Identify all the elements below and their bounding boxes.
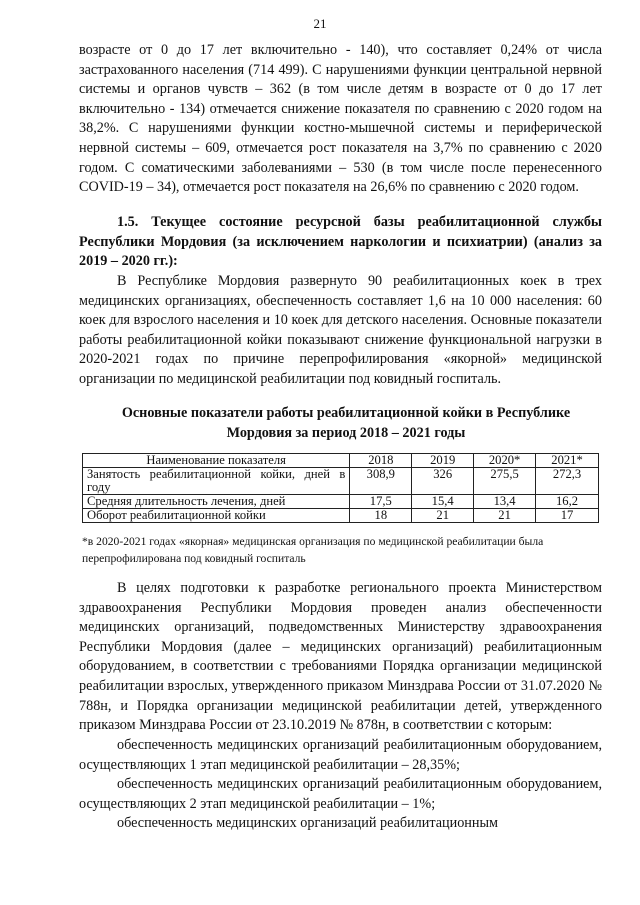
row-label: Оборот реабилитационной койки bbox=[83, 509, 350, 523]
row-value: 326 bbox=[412, 468, 474, 495]
intro-paragraph: возрасте от 0 до 17 лет включительно - 140), что составляет 0,24% от числа застрахованного населения (714 499). С нарушениями функции центральной нервной системы и органов чувств – 362 (в том числе детям в возрасте от 0 до 17 лет включительно - 134) отмечается снижение показателя по сравнению с 2020 годом на 38,2%. С нарушениями функции костно-мышечной системы и периферической нервной системы – 609, отмечается рост показателя на 3,7% по сравнению с 2020 годом. С соматическими заболеваниями – 530 (в том числе после перенесенного COVID-19 – 34), отмечается рост показателя на 26,6% по сравнению с 2020 годом. bbox=[79, 42, 602, 196]
row-value: 17 bbox=[536, 509, 599, 523]
table-header-cell: 2021* bbox=[536, 454, 599, 468]
table-footnote: *в 2020-2021 годах «якорная» медицинская организация по медицинской реабилитации была перепрофилирована под ковидный госпиталь bbox=[82, 535, 544, 565]
table-header-cell: Наименование показателя bbox=[83, 454, 350, 468]
row-value: 272,3 bbox=[536, 468, 599, 495]
row-label: Средняя длительность лечения, дней bbox=[83, 495, 350, 509]
row-value: 18 bbox=[350, 509, 412, 523]
table-row bbox=[83, 468, 599, 495]
row-label: Занятость реабилитационной койки, дней в году bbox=[83, 468, 350, 495]
table-row bbox=[83, 509, 599, 523]
row-value: 21 bbox=[412, 509, 474, 523]
table-header-cell: 2018 bbox=[350, 454, 412, 468]
list-item: обеспеченность медицинских организаций реабилитационным bbox=[117, 815, 498, 832]
row-value: 15,4 bbox=[412, 495, 474, 509]
row-value: 308,9 bbox=[350, 468, 412, 495]
equipment-list bbox=[79, 736, 602, 834]
analysis-paragraph: В целях подготовки к разработке регионального проекта Министерством здравоохранения Республики Мордовия проведен анализ обеспеченности медицинских организаций, подведомственных Министерству здравоохранения Республики Мордовия (далее – медицинских организаций) реабилитационным оборудованием, в соответствии с требованиями Порядка организации медицинской реабилитации взрослых, утвержденного приказом Минздрава России от 31.07.2020 № 788н, и Порядка организации медицинской реабилитации детей, утвержденного приказом Минздрава России от 23.10.2019 № 878н, в соответствии с которым: bbox=[79, 580, 602, 734]
indicators-table bbox=[82, 453, 599, 523]
section-heading: 1.5. Текущее состояние ресурсной базы реабилитационной службы Республики Мордовия (за исключением наркологии и психиатрии) (анализ за 2019 – 2020 гг.): bbox=[79, 214, 602, 270]
table-row bbox=[83, 495, 599, 509]
table-header-row bbox=[83, 454, 599, 468]
page-number: 21 bbox=[313, 16, 327, 31]
table-title: Основные показатели работы реабилитационной койки в Республике Мордовия за период 2018 – 2021 годы bbox=[121, 405, 571, 441]
list-item: обеспеченность медицинских организаций реабилитационным оборудованием, осуществляющих 2 этап медицинской реабилитации – 1%; bbox=[79, 776, 602, 812]
table-header-cell: 2020* bbox=[474, 454, 536, 468]
row-value: 275,5 bbox=[474, 468, 536, 495]
section-paragraph: В Республике Мордовия развернуто 90 реабилитационных коек в трех медицинских организациях, обеспеченность составляет 1,6 на 10 000 населения: 60 коек для взрослого населения и 10 коек для детского населения. Основные показатели работы реабилитационной койки показывают снижение функциональной нагрузки в 2020-2021 годах по причине перепрофилирования «якорной» медицинской организации по медицинской реабилитации под ковидный госпиталь. bbox=[79, 273, 602, 387]
table-header-cell: 2019 bbox=[412, 454, 474, 468]
row-value: 16,2 bbox=[536, 495, 599, 509]
row-value: 21 bbox=[474, 509, 536, 523]
list-item: обеспеченность медицинских организаций реабилитационным оборудованием, осуществляющих 1 этап медицинской реабилитации – 28,35%; bbox=[79, 737, 602, 773]
row-value: 17,5 bbox=[350, 495, 412, 509]
row-value: 13,4 bbox=[474, 495, 536, 509]
